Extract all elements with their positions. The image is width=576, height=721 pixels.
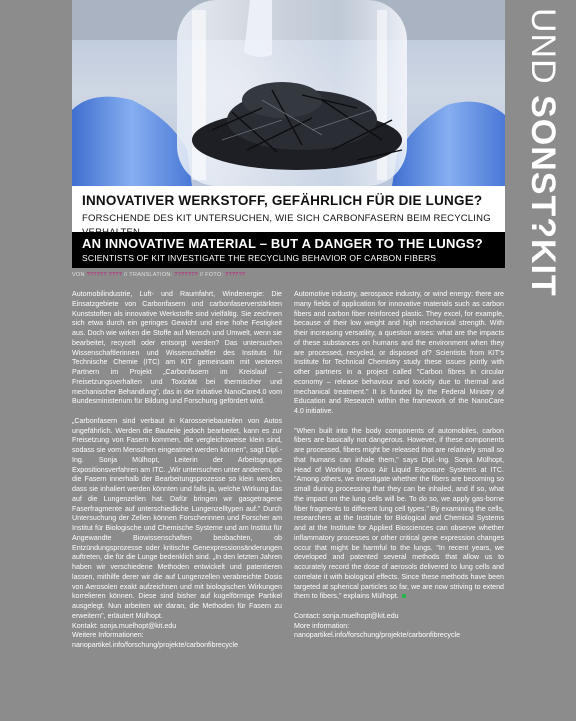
paragraph-de-1: Automobilindustrie, Luft- und Raumfahrt, Windenergie: Die Einsatzgebiete von Carbonfasern und carbonfaserverstärkten Kunststoffen als innovative Werkstoffe sind vielfältig. Sie zeichnen sich etwa durch ein geringes Gewicht und eine hohe Festigkeit aus. Doch wie wirken die Stoffe auf Mensch und Umwelt, wenn sie bearbeitet, recycelt oder entsorgt werden? Das untersuchen Wissenschaftlerinnen und Wissenschaftler des Instituts für Technische Chemie (ITC) am KIT gemeinsam mit weiteren Partnern im Projekt „Carbonfasern im Kreislauf – Freisetzungsverhalten und Toxizität bei thermischer und mechanischer Behandlung", das in der Initiative NanoCare4.0 vom Bundesministerium für Bildung und Forschung gefördert wird. bbox=[72, 290, 282, 406]
hero-illustration bbox=[72, 0, 505, 186]
credit-author: ?????? ???? bbox=[86, 272, 123, 278]
side-brand-sonst: SONST? bbox=[524, 95, 562, 240]
side-brand-und-sonst-kit bbox=[505, 0, 576, 300]
link-en[interactable]: nanopartikel.info/forschung/projekte/carbonfibrecycle bbox=[294, 631, 461, 640]
more-info-en: More information: bbox=[294, 621, 350, 630]
end-square-icon bbox=[402, 594, 406, 598]
subheadline-german: FORSCHENDE DES KIT UNTERSUCHEN, WIE SICH CARBONFASERN BEIM RECYCLING bbox=[82, 213, 491, 224]
paragraph-en-2-text: "When built into the body components of automobiles, carbon fibers are basically not dangerous. However, if these components are processed, fibers might be released that are relatively small so that humans can inhale them," says Dipl.-Ing. Sonja Mülhopt, Head of Working Group Air Liquid Exposure Systems at ITC. "Among others, we investigate whether the fibers are becoming so small during processing that they can be inhaled, and if so, what the impact on the lung cells will be. To do so, we apply gas-borne fiber fragments to different lung cell types." By examining the cells, researchers at the Institute for Biological and Chemical Systems and at the Institute for Applied Biosciences can observe whether inflammatory processes or other critical gene expression changes occur that might be harmful to the lungs. "In recent years, we developed and patented several methods that allow us to accurately record the dose of aerosols delivered to lung cells and correlate it with biological effects. Since these methods have been targeted at spherical particles so far, we are now striving to extend them to fibers," explains Mülhopt. bbox=[294, 426, 504, 601]
headline-german: INNOVATIVER WERKSTOFF, GEFÄHRLICH FÜR DIE LUNGE? bbox=[82, 193, 483, 208]
side-brand-und: UND bbox=[524, 8, 562, 96]
contact-de: Kontakt: sonja.muelhopt@kit.edu bbox=[72, 621, 177, 630]
title-block-german bbox=[72, 186, 505, 232]
paragraph-en-1: Automotive industry, aerospace industry, or wind energy: there are many fields of application for innovative materials such as carbon fibers and carbon fiber reinforced plastic. They excel, for example, because of their low weight and high mechanical strength. With their increasing versatility, a question arises: what are the impacts of these substances on humans and the environment when they are processed, recycled, or disposed of? Scientists from KIT's Institute for Technical Chemistry study these issues jointly with other partners in a project called "Carbon fibres in circular economy – release behaviour and toxicity due to thermal and mechanical treatment." It is funded by the Federal Ministry of Education and Research within the framework of the NanoCare 4.0 initiative. bbox=[294, 290, 504, 415]
paragraph-en-2 bbox=[294, 427, 504, 603]
column-german bbox=[72, 290, 282, 651]
article-credits bbox=[72, 270, 372, 282]
hero-photo-carbon-fibers bbox=[72, 0, 505, 186]
credit-von: VON bbox=[72, 272, 85, 278]
contact-en: Contact: sonja.muelhopt@kit.edu bbox=[294, 611, 399, 620]
link-de[interactable]: nanopartikel.info/forschung/projekte/carbonfibrecycle bbox=[72, 641, 239, 649]
paragraph-de-2: „Carbonfasern sind verbaut in Karosseriebauteilen von Autos ungefährlich. Werden die Bauteile jedoch bearbeitet, kann es zur Freisetzung von Fasern kommen, die vergleichsweise klein sind, sodass sie vom Menschen eingeatmet werden können", sagt Dipl.-Ing. Sonja Mülhopt, Leiterin der Arbeitsgruppe Expositionsverfahren am ITC. „Wir untersuchen unter anderem, ob die Fasern innerhalb der Bearbeitungsprozesse so klein werden, dass sie inhaliert werden könnten und falls ja, welche Wirkung das auf die Lungenzellen hat. Dafür bringen wir gasgetragene Faserfragmente auf unterschiedliche Lungenzelltypen auf." Durch Untersuchung der Zellen können Forscherinnen und Forscher am Institut für Biologische und Chemische Systeme und am Institut für Angewandte Biowissenschaften beobachten, ob Entzündungsprozesse oder kritische Genexpressionsänderungen auftreten, die für die Lunge bedenklich sind. „In den letzten Jahren haben wir verschiedene Methoden entwickelt und patentieren lassen, mithilfe derer wir die auf Lungenzellen verabreichte Dosis von Aerosolen exakt aufzeichnen und mit biologischen Wirkungen korrelieren können. Diese sind bisher auf kugelförmige Partikel ausgelegt. Nun arbeiten wir daran, die Methoden für Fasern zu erweitern", erläutert Mülhopt. bbox=[72, 416, 282, 620]
title-block-english bbox=[72, 232, 505, 268]
subheadline-english: SCIENTISTS OF KIT INVESTIGATE THE RECYCLING BEHAVIOR OF CARBON FIBERS bbox=[82, 253, 437, 263]
kit-logo: KIT bbox=[524, 239, 562, 297]
credit-translator: ??????? bbox=[174, 272, 198, 278]
headline-english: AN INNOVATIVE MATERIAL – BUT A DANGER TO THE LUNGS? bbox=[82, 236, 483, 251]
side-brand-text bbox=[523, 8, 563, 297]
more-info-de: Weitere Informationen: bbox=[72, 631, 144, 640]
column-english bbox=[294, 290, 504, 641]
credit-photographer: ?????? bbox=[225, 272, 246, 278]
credit-foto: // FOTO: bbox=[197, 272, 224, 278]
credit-translation: // TRANSLATION: bbox=[122, 272, 173, 278]
